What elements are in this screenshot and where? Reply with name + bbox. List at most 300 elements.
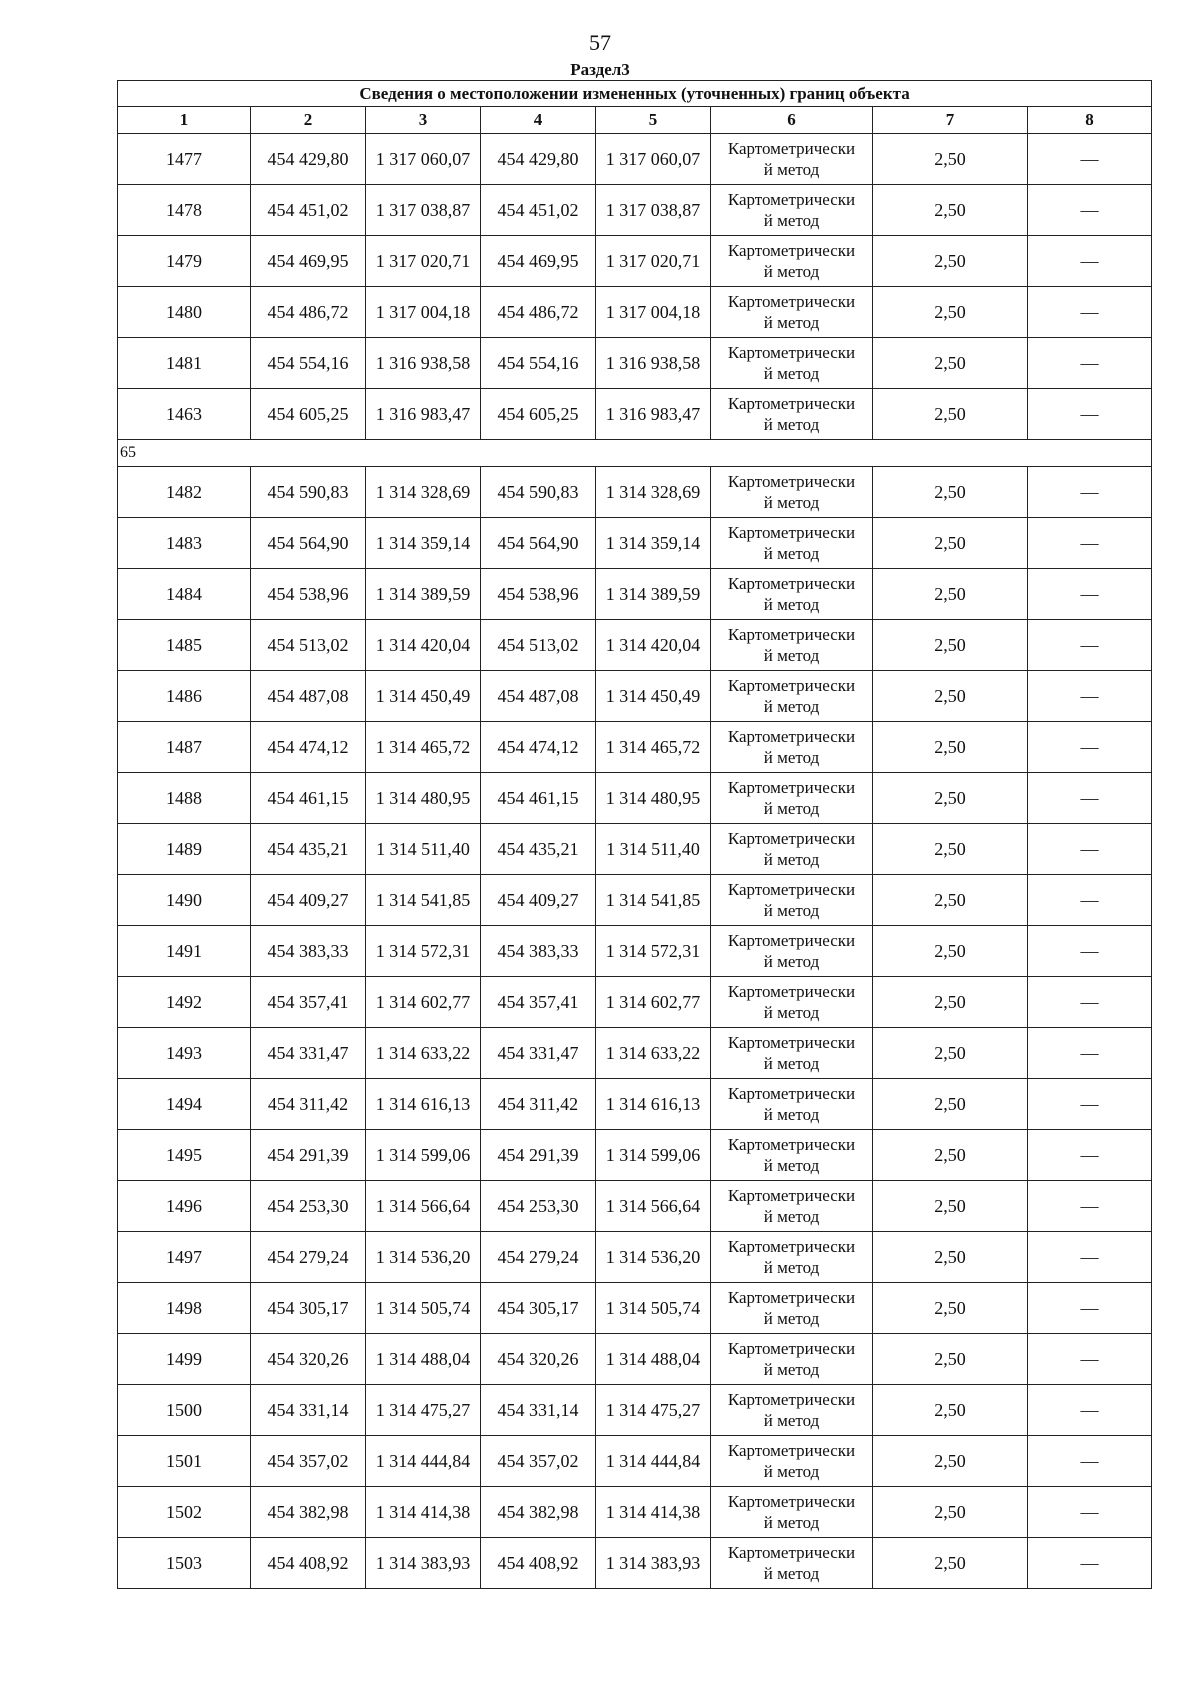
column-header: 1 xyxy=(118,107,251,134)
method-line: Картометрически xyxy=(727,190,856,209)
precision-cell: 2,50 xyxy=(873,671,1028,722)
x-new-cell: 454 409,27 xyxy=(481,875,596,926)
method-line: Картометрически xyxy=(727,1492,856,1511)
x-old-cell: 454 564,90 xyxy=(251,518,366,569)
precision-cell: 2,50 xyxy=(873,1283,1028,1334)
description-cell: — xyxy=(1028,1181,1152,1232)
y-old-cell: 1 314 488,04 xyxy=(366,1334,481,1385)
precision-cell: 2,50 xyxy=(873,722,1028,773)
table-row xyxy=(118,467,1152,518)
precision-cell: 2,50 xyxy=(873,1385,1028,1436)
description-cell: — xyxy=(1028,1436,1152,1487)
y-new-cell: 1 316 983,47 xyxy=(596,389,711,440)
method-line: й метод xyxy=(763,211,820,230)
method-line: й метод xyxy=(763,952,820,971)
y-new-cell: 1 314 488,04 xyxy=(596,1334,711,1385)
table-body-before xyxy=(118,134,1152,440)
y-new-cell: 1 314 536,20 xyxy=(596,1232,711,1283)
point-number-cell: 1463 xyxy=(118,389,251,440)
precision-cell: 2,50 xyxy=(873,1130,1028,1181)
precision-cell: 2,50 xyxy=(873,467,1028,518)
y-old-cell: 1 314 511,40 xyxy=(366,824,481,875)
point-number-cell: 1496 xyxy=(118,1181,251,1232)
point-number-cell: 1491 xyxy=(118,926,251,977)
x-old-cell: 454 305,17 xyxy=(251,1283,366,1334)
x-new-cell: 454 564,90 xyxy=(481,518,596,569)
point-number-cell: 1495 xyxy=(118,1130,251,1181)
description-cell: — xyxy=(1028,671,1152,722)
y-new-cell: 1 314 420,04 xyxy=(596,620,711,671)
y-old-cell: 1 314 505,74 xyxy=(366,1283,481,1334)
y-old-cell: 1 314 566,64 xyxy=(366,1181,481,1232)
method-cell xyxy=(711,518,873,569)
method-cell xyxy=(711,236,873,287)
y-new-cell: 1 314 599,06 xyxy=(596,1130,711,1181)
y-new-cell: 1 314 465,72 xyxy=(596,722,711,773)
description-cell: — xyxy=(1028,287,1152,338)
x-new-cell: 454 357,41 xyxy=(481,977,596,1028)
method-cell xyxy=(711,977,873,1028)
precision-cell: 2,50 xyxy=(873,1436,1028,1487)
method-line: й метод xyxy=(763,364,820,383)
method-line: й метод xyxy=(763,901,820,920)
method-line: Картометрически xyxy=(727,1135,856,1154)
point-number-cell: 1487 xyxy=(118,722,251,773)
x-old-cell: 454 513,02 xyxy=(251,620,366,671)
method-line: й метод xyxy=(763,313,820,332)
method-cell xyxy=(711,1130,873,1181)
table-row xyxy=(118,620,1152,671)
description-cell: — xyxy=(1028,1283,1152,1334)
point-number-cell: 1481 xyxy=(118,338,251,389)
description-cell: — xyxy=(1028,1487,1152,1538)
method-line: Картометрически xyxy=(727,292,856,311)
y-old-cell: 1 316 983,47 xyxy=(366,389,481,440)
method-line: Картометрически xyxy=(727,1288,856,1307)
x-new-cell: 454 486,72 xyxy=(481,287,596,338)
column-header: 2 xyxy=(251,107,366,134)
table-row xyxy=(118,518,1152,569)
method-line: Картометрически xyxy=(727,676,856,695)
table-row xyxy=(118,926,1152,977)
x-old-cell: 454 590,83 xyxy=(251,467,366,518)
precision-cell: 2,50 xyxy=(873,620,1028,671)
method-cell xyxy=(711,1334,873,1385)
method-line: й метод xyxy=(763,1207,820,1226)
method-line: й метод xyxy=(763,1156,820,1175)
x-old-cell: 454 279,24 xyxy=(251,1232,366,1283)
x-old-cell: 454 383,33 xyxy=(251,926,366,977)
table-row xyxy=(118,236,1152,287)
x-old-cell: 454 469,95 xyxy=(251,236,366,287)
x-old-cell: 454 357,41 xyxy=(251,977,366,1028)
x-old-cell: 454 605,25 xyxy=(251,389,366,440)
table-row xyxy=(118,1181,1152,1232)
x-old-cell: 454 331,14 xyxy=(251,1385,366,1436)
y-new-cell: 1 314 572,31 xyxy=(596,926,711,977)
y-old-cell: 1 314 599,06 xyxy=(366,1130,481,1181)
method-line: й метод xyxy=(763,1309,820,1328)
point-number-cell: 1502 xyxy=(118,1487,251,1538)
precision-cell: 2,50 xyxy=(873,134,1028,185)
y-old-cell: 1 314 536,20 xyxy=(366,1232,481,1283)
table-row xyxy=(118,875,1152,926)
point-number-cell: 1492 xyxy=(118,977,251,1028)
description-cell: — xyxy=(1028,824,1152,875)
method-line: Картометрически xyxy=(727,829,856,848)
table-row xyxy=(118,977,1152,1028)
method-cell xyxy=(711,1181,873,1232)
description-cell: — xyxy=(1028,773,1152,824)
precision-cell: 2,50 xyxy=(873,1079,1028,1130)
description-cell: — xyxy=(1028,1028,1152,1079)
description-cell: — xyxy=(1028,620,1152,671)
table-row xyxy=(118,1436,1152,1487)
method-cell xyxy=(711,467,873,518)
page-number: 57 xyxy=(589,30,611,55)
y-old-cell: 1 314 475,27 xyxy=(366,1385,481,1436)
table-row xyxy=(118,773,1152,824)
method-line: Картометрически xyxy=(727,1441,856,1460)
x-new-cell: 454 311,42 xyxy=(481,1079,596,1130)
precision-cell: 2,50 xyxy=(873,1487,1028,1538)
method-line: Картометрически xyxy=(727,778,856,797)
y-new-cell: 1 314 328,69 xyxy=(596,467,711,518)
y-old-cell: 1 314 414,38 xyxy=(366,1487,481,1538)
x-old-cell: 454 487,08 xyxy=(251,671,366,722)
x-new-cell: 454 487,08 xyxy=(481,671,596,722)
method-cell xyxy=(711,722,873,773)
y-new-cell: 1 314 616,13 xyxy=(596,1079,711,1130)
y-new-cell: 1 314 450,49 xyxy=(596,671,711,722)
method-cell xyxy=(711,620,873,671)
method-line: й метод xyxy=(763,595,820,614)
precision-cell: 2,50 xyxy=(873,518,1028,569)
y-old-cell: 1 317 020,71 xyxy=(366,236,481,287)
method-line: й метод xyxy=(763,1462,820,1481)
x-new-cell: 454 253,30 xyxy=(481,1181,596,1232)
y-new-cell: 1 316 938,58 xyxy=(596,338,711,389)
x-old-cell: 454 291,39 xyxy=(251,1130,366,1181)
description-cell: — xyxy=(1028,338,1152,389)
x-old-cell: 454 409,27 xyxy=(251,875,366,926)
method-line: Картометрически xyxy=(727,1390,856,1409)
point-number-cell: 1482 xyxy=(118,467,251,518)
method-line: й метод xyxy=(763,1258,820,1277)
column-header: 7 xyxy=(873,107,1028,134)
method-line: Картометрически xyxy=(727,727,856,746)
method-line: й метод xyxy=(763,748,820,767)
y-new-cell: 1 314 633,22 xyxy=(596,1028,711,1079)
x-old-cell: 454 408,92 xyxy=(251,1538,366,1589)
y-new-cell: 1 314 414,38 xyxy=(596,1487,711,1538)
table-row xyxy=(118,1334,1152,1385)
method-cell xyxy=(711,287,873,338)
x-old-cell: 454 382,98 xyxy=(251,1487,366,1538)
description-cell: — xyxy=(1028,185,1152,236)
method-line: Картометрически xyxy=(727,880,856,899)
point-number-cell: 1503 xyxy=(118,1538,251,1589)
point-number-cell: 1501 xyxy=(118,1436,251,1487)
y-new-cell: 1 314 566,64 xyxy=(596,1181,711,1232)
point-number-cell: 1480 xyxy=(118,287,251,338)
x-new-cell: 454 451,02 xyxy=(481,185,596,236)
precision-cell: 2,50 xyxy=(873,926,1028,977)
method-line: й метод xyxy=(763,262,820,281)
point-number-cell: 1493 xyxy=(118,1028,251,1079)
method-cell xyxy=(711,773,873,824)
method-line: й метод xyxy=(763,1003,820,1022)
point-number-cell: 1479 xyxy=(118,236,251,287)
method-cell xyxy=(711,569,873,620)
precision-cell: 2,50 xyxy=(873,569,1028,620)
method-line: й метод xyxy=(763,1411,820,1430)
x-new-cell: 454 357,02 xyxy=(481,1436,596,1487)
section-title: Раздел3 xyxy=(570,60,630,79)
method-line: Картометрически xyxy=(727,139,856,158)
description-cell: — xyxy=(1028,926,1152,977)
x-new-cell: 454 605,25 xyxy=(481,389,596,440)
precision-cell: 2,50 xyxy=(873,389,1028,440)
y-new-cell: 1 314 475,27 xyxy=(596,1385,711,1436)
method-cell xyxy=(711,1283,873,1334)
x-old-cell: 454 474,12 xyxy=(251,722,366,773)
x-new-cell: 454 320,26 xyxy=(481,1334,596,1385)
table-row xyxy=(118,1079,1152,1130)
y-new-cell: 1 314 541,85 xyxy=(596,875,711,926)
y-new-cell: 1 314 389,59 xyxy=(596,569,711,620)
table-row xyxy=(118,671,1152,722)
y-new-cell: 1 314 444,84 xyxy=(596,1436,711,1487)
x-new-cell: 454 408,92 xyxy=(481,1538,596,1589)
precision-cell: 2,50 xyxy=(873,1028,1028,1079)
method-line: Картометрически xyxy=(727,1186,856,1205)
y-new-cell: 1 317 038,87 xyxy=(596,185,711,236)
description-cell: — xyxy=(1028,1079,1152,1130)
y-old-cell: 1 317 004,18 xyxy=(366,287,481,338)
y-old-cell: 1 314 572,31 xyxy=(366,926,481,977)
table-row xyxy=(118,185,1152,236)
x-old-cell: 454 331,47 xyxy=(251,1028,366,1079)
table-row xyxy=(118,338,1152,389)
method-cell xyxy=(711,389,873,440)
method-line: Картометрически xyxy=(727,1237,856,1256)
table-row xyxy=(118,722,1152,773)
y-old-cell: 1 314 383,93 xyxy=(366,1538,481,1589)
x-old-cell: 454 320,26 xyxy=(251,1334,366,1385)
y-old-cell: 1 314 450,49 xyxy=(366,671,481,722)
table-row xyxy=(118,389,1152,440)
precision-cell: 2,50 xyxy=(873,977,1028,1028)
table-row xyxy=(118,134,1152,185)
method-line: й метод xyxy=(763,415,820,434)
description-cell: — xyxy=(1028,1334,1152,1385)
y-old-cell: 1 314 616,13 xyxy=(366,1079,481,1130)
x-old-cell: 454 253,30 xyxy=(251,1181,366,1232)
x-new-cell: 454 291,39 xyxy=(481,1130,596,1181)
x-old-cell: 454 429,80 xyxy=(251,134,366,185)
point-number-cell: 1489 xyxy=(118,824,251,875)
method-line: й метод xyxy=(763,646,820,665)
precision-cell: 2,50 xyxy=(873,824,1028,875)
x-old-cell: 454 357,02 xyxy=(251,1436,366,1487)
y-old-cell: 1 314 420,04 xyxy=(366,620,481,671)
description-cell: — xyxy=(1028,518,1152,569)
y-old-cell: 1 314 359,14 xyxy=(366,518,481,569)
x-new-cell: 454 590,83 xyxy=(481,467,596,518)
method-line: Картометрически xyxy=(727,574,856,593)
y-old-cell: 1 314 480,95 xyxy=(366,773,481,824)
description-cell: — xyxy=(1028,977,1152,1028)
y-new-cell: 1 314 511,40 xyxy=(596,824,711,875)
description-cell: — xyxy=(1028,1232,1152,1283)
y-old-cell: 1 314 328,69 xyxy=(366,467,481,518)
table-row xyxy=(118,1283,1152,1334)
method-line: Картометрически xyxy=(727,523,856,542)
description-cell: — xyxy=(1028,722,1152,773)
method-cell xyxy=(711,338,873,389)
method-line: й метод xyxy=(763,544,820,563)
table-row xyxy=(118,287,1152,338)
method-cell xyxy=(711,1436,873,1487)
x-old-cell: 454 554,16 xyxy=(251,338,366,389)
description-cell: — xyxy=(1028,1538,1152,1589)
precision-cell: 2,50 xyxy=(873,773,1028,824)
method-line: й метод xyxy=(763,697,820,716)
x-new-cell: 454 469,95 xyxy=(481,236,596,287)
method-cell xyxy=(711,1487,873,1538)
method-cell xyxy=(711,1385,873,1436)
method-line: й метод xyxy=(763,493,820,512)
point-number-cell: 1500 xyxy=(118,1385,251,1436)
column-header-row xyxy=(118,107,1152,134)
description-cell: — xyxy=(1028,875,1152,926)
point-number-cell: 1486 xyxy=(118,671,251,722)
method-cell xyxy=(711,671,873,722)
x-new-cell: 454 279,24 xyxy=(481,1232,596,1283)
method-line: Картометрически xyxy=(727,1543,856,1562)
x-new-cell: 454 554,16 xyxy=(481,338,596,389)
method-cell xyxy=(711,926,873,977)
y-old-cell: 1 316 938,58 xyxy=(366,338,481,389)
x-new-cell: 454 513,02 xyxy=(481,620,596,671)
precision-cell: 2,50 xyxy=(873,287,1028,338)
method-line: Картометрически xyxy=(727,394,856,413)
precision-cell: 2,50 xyxy=(873,185,1028,236)
description-cell: — xyxy=(1028,1385,1152,1436)
method-line: й метод xyxy=(763,1054,820,1073)
x-new-cell: 454 331,47 xyxy=(481,1028,596,1079)
y-old-cell: 1 314 602,77 xyxy=(366,977,481,1028)
x-new-cell: 454 538,96 xyxy=(481,569,596,620)
method-line: Картометрически xyxy=(727,982,856,1001)
x-old-cell: 454 486,72 xyxy=(251,287,366,338)
method-cell xyxy=(711,1028,873,1079)
column-header: 8 xyxy=(1028,107,1152,134)
y-old-cell: 1 317 038,87 xyxy=(366,185,481,236)
x-old-cell: 454 538,96 xyxy=(251,569,366,620)
x-old-cell: 454 461,15 xyxy=(251,773,366,824)
table-caption: Сведения о местоположении измененных (уточненных) границ объекта xyxy=(118,81,1152,107)
method-line: Картометрически xyxy=(727,1339,856,1358)
method-cell xyxy=(711,185,873,236)
column-header: 5 xyxy=(596,107,711,134)
precision-cell: 2,50 xyxy=(873,875,1028,926)
group-label: 65 xyxy=(118,440,1152,467)
y-old-cell: 1 314 389,59 xyxy=(366,569,481,620)
description-cell: — xyxy=(1028,1130,1152,1181)
coordinates-table xyxy=(117,80,1152,1589)
method-line: Картометрически xyxy=(727,625,856,644)
method-line: й метод xyxy=(763,850,820,869)
table-row xyxy=(118,1385,1152,1436)
table-body-after xyxy=(118,467,1152,1589)
x-old-cell: 454 311,42 xyxy=(251,1079,366,1130)
method-line: Картометрически xyxy=(727,472,856,491)
method-line: й метод xyxy=(763,1513,820,1532)
table-row xyxy=(118,569,1152,620)
precision-cell: 2,50 xyxy=(873,1538,1028,1589)
x-old-cell: 454 451,02 xyxy=(251,185,366,236)
column-header: 3 xyxy=(366,107,481,134)
method-cell xyxy=(711,134,873,185)
method-cell xyxy=(711,875,873,926)
method-cell xyxy=(711,824,873,875)
precision-cell: 2,50 xyxy=(873,338,1028,389)
x-new-cell: 454 461,15 xyxy=(481,773,596,824)
x-new-cell: 454 331,14 xyxy=(481,1385,596,1436)
point-number-cell: 1478 xyxy=(118,185,251,236)
y-new-cell: 1 317 020,71 xyxy=(596,236,711,287)
x-new-cell: 454 474,12 xyxy=(481,722,596,773)
table-row xyxy=(118,1130,1152,1181)
method-line: Картометрически xyxy=(727,931,856,950)
method-cell xyxy=(711,1232,873,1283)
method-line: й метод xyxy=(763,160,820,179)
precision-cell: 2,50 xyxy=(873,1334,1028,1385)
description-cell: — xyxy=(1028,134,1152,185)
point-number-cell: 1477 xyxy=(118,134,251,185)
point-number-cell: 1498 xyxy=(118,1283,251,1334)
y-new-cell: 1 314 602,77 xyxy=(596,977,711,1028)
point-number-cell: 1483 xyxy=(118,518,251,569)
point-number-cell: 1485 xyxy=(118,620,251,671)
precision-cell: 2,50 xyxy=(873,236,1028,287)
y-new-cell: 1 314 505,74 xyxy=(596,1283,711,1334)
point-number-cell: 1494 xyxy=(118,1079,251,1130)
description-cell: — xyxy=(1028,389,1152,440)
method-line: й метод xyxy=(763,1564,820,1583)
y-new-cell: 1 314 359,14 xyxy=(596,518,711,569)
method-line: Картометрически xyxy=(727,343,856,362)
x-new-cell: 454 435,21 xyxy=(481,824,596,875)
table-row xyxy=(118,1487,1152,1538)
method-line: й метод xyxy=(763,1360,820,1379)
point-number-cell: 1484 xyxy=(118,569,251,620)
x-new-cell: 454 382,98 xyxy=(481,1487,596,1538)
method-line: Картометрически xyxy=(727,241,856,260)
y-new-cell: 1 314 480,95 xyxy=(596,773,711,824)
group-row xyxy=(118,440,1152,467)
table-row xyxy=(118,1538,1152,1589)
y-old-cell: 1 314 541,85 xyxy=(366,875,481,926)
point-number-cell: 1499 xyxy=(118,1334,251,1385)
y-new-cell: 1 314 383,93 xyxy=(596,1538,711,1589)
x-new-cell: 454 305,17 xyxy=(481,1283,596,1334)
y-new-cell: 1 317 060,07 xyxy=(596,134,711,185)
y-old-cell: 1 314 633,22 xyxy=(366,1028,481,1079)
x-new-cell: 454 383,33 xyxy=(481,926,596,977)
